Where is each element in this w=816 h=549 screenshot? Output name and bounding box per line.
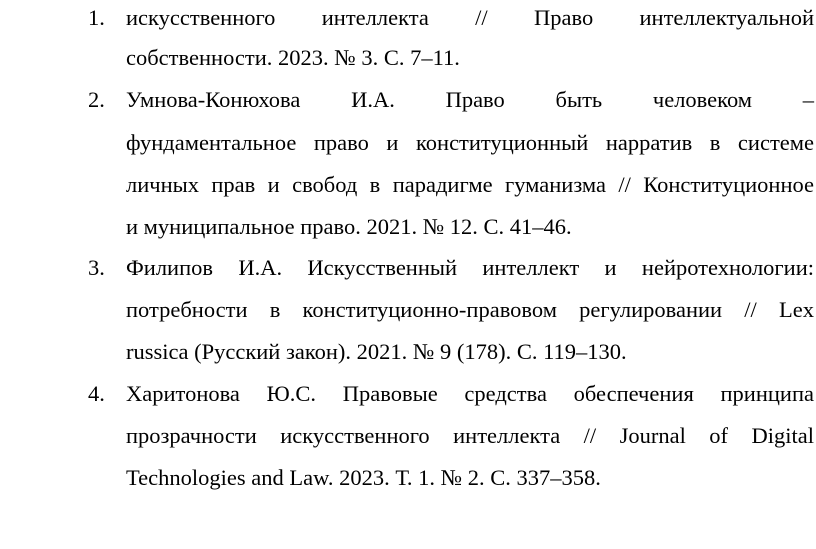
reference-4-line-2: прозрачности искусственного интеллекта // Journal of Digital [126,423,814,448]
reference-3-line-1: Филипов И.А. Искусственный интеллект и нейротехнологии: [126,255,814,280]
reference-2-line-1: Умнова-Конюхова И.А. Право быть человеком – [126,87,814,112]
reference-1-line-2: собственности. 2023. № 3. С. 7–11. [126,45,460,70]
reference-1-line-1: искусственного интеллекта // Право интеллектуальной [126,5,814,30]
reference-number-2: 2. [88,87,105,112]
reference-3-line-2: потребности в конституционно-правовом регулировании // Lex [126,297,814,322]
reference-2-line-2: фундаментальное право и конституционный нарратив в системе [126,130,814,155]
reference-number-4: 4. [88,381,105,406]
reference-4-line-3: Technologies and Law. 2023. Т. 1. № 2. С. 337–358. [126,465,601,490]
reference-3-line-3: russica (Русский закон). 2021. № 9 (178). С. 119–130. [126,339,627,364]
reference-number-1: 1. [88,5,105,30]
reference-4-line-1: Харитонова Ю.С. Правовые средства обеспечения принципа [126,381,814,406]
reference-2-line-4: и муниципальное право. 2021. № 12. С. 41–46. [126,214,572,239]
reference-number-3: 3. [88,255,105,280]
reference-2-line-3: личных прав и свобод в парадигме гуманизма // Конституционное [126,172,814,197]
